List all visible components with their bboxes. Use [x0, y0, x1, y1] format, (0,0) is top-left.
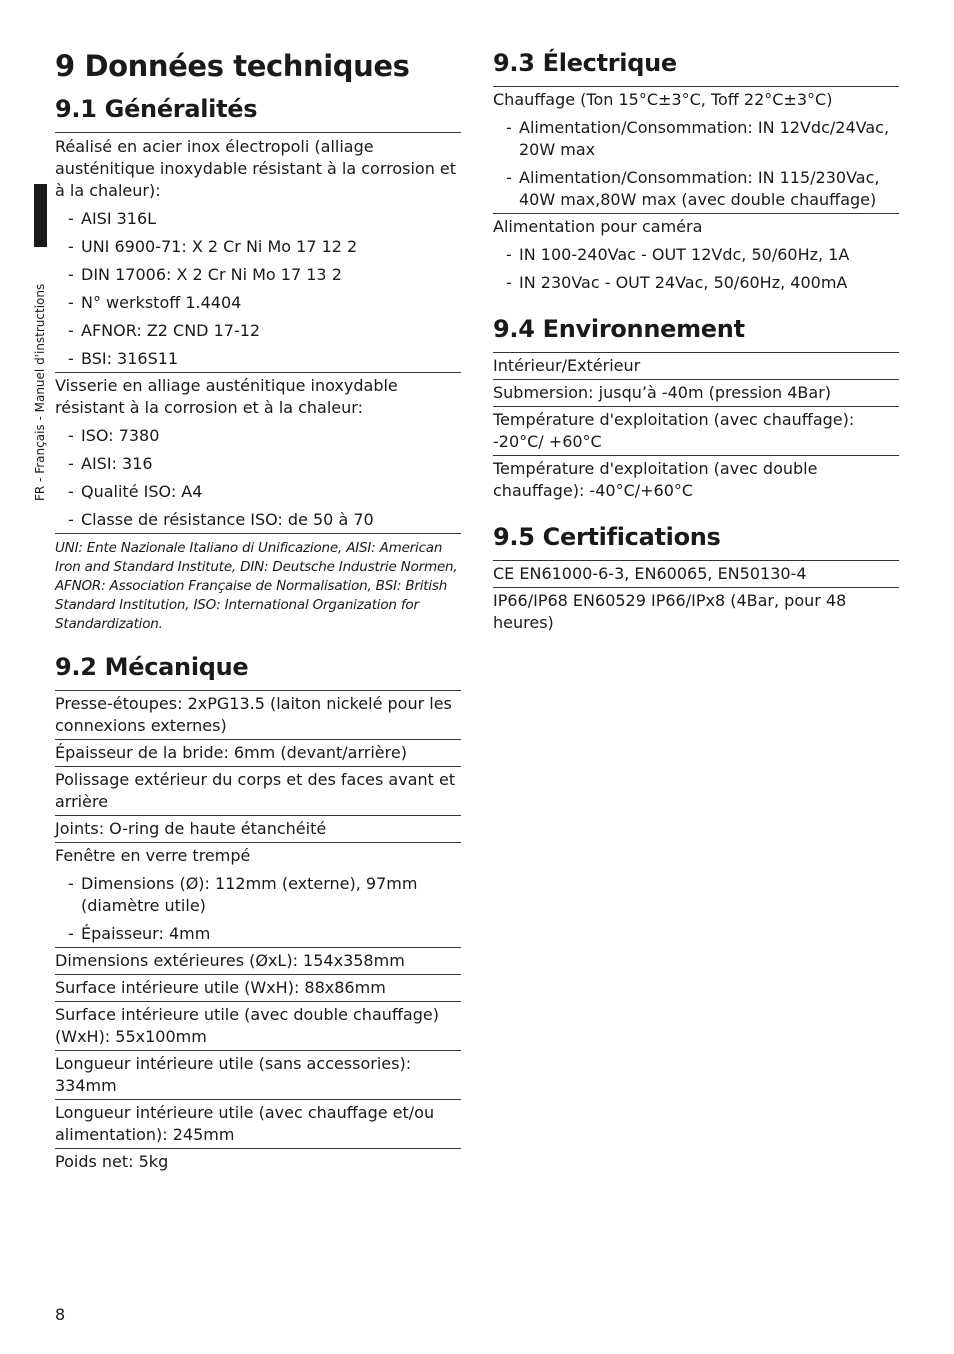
steel-list: [55, 208, 461, 370]
list-item: - IN 230Vac - OUT 24Vac, 50/60Hz, 400mA: [493, 272, 899, 294]
spec-row: Polissage extérieur du corps et des faces avant et arrière: [55, 766, 461, 815]
spec-row: Épaisseur de la bride: 6mm (devant/arrière): [55, 739, 461, 766]
list-item: - Classe de résistance ISO: de 50 à 70: [55, 509, 461, 531]
left-column: [55, 46, 461, 1175]
camera-power-intro: Alimentation pour caméra: [493, 217, 703, 236]
list-item: - Alimentation/Consommation: IN 115/230Vac, 40W max,80W max (avec double chauffage): [493, 167, 899, 211]
glass-list: [55, 873, 461, 945]
abbreviations-note: UNI: Ente Nazionale Italiano di Unificazione, AISI: American Iron and Standard Institute, DIN: Deutsche Industrie Normen, AFNOR: Association Française de Normalisation, BSI: British Standard Institution, ISO: International Organization for Standardization.: [55, 533, 461, 634]
spec-row: Longueur intérieure utile (avec chauffage et/ou alimentation): 245mm: [55, 1099, 461, 1148]
list-item: - Épaisseur: 4mm: [55, 923, 461, 945]
steel-group: [55, 132, 461, 372]
glass-group: [55, 842, 461, 947]
spec-row: Longueur intérieure utile (sans accessories): 334mm: [55, 1050, 461, 1099]
screws-intro: Visserie en alliage austénitique inoxydable résistant à la corrosion et à la chaleur:: [55, 376, 398, 417]
section-title-mecanique: 9.2 Mécanique: [55, 653, 249, 681]
sidebar-tab-marker: [34, 184, 47, 247]
heating-intro: Chauffage (Ton 15°C±3°C, Toff 22°C±3°C): [493, 90, 833, 109]
section-generalites: [55, 92, 461, 634]
right-column: [493, 46, 899, 636]
page-title: 9 Données techniques: [55, 49, 410, 83]
spec-row: Dimensions extérieures (ØxL): 154x358mm: [55, 947, 461, 974]
section-mecanique: [55, 650, 461, 1175]
camera-power-group: [493, 213, 899, 296]
list-item: - Qualité ISO: A4: [55, 481, 461, 503]
spec-row: Température d'exploitation (avec double chauffage): -40°C/+60°C: [493, 455, 899, 504]
list-item: - UNI 6900-71: X 2 Cr Ni Mo 17 12 2: [55, 236, 461, 258]
spec-row: Surface intérieure utile (WxH): 88x86mm: [55, 974, 461, 1001]
section-title-environnement: 9.4 Environnement: [493, 315, 745, 343]
list-item: - ISO: 7380: [55, 425, 461, 447]
spec-row: CE EN61000-6-3, EN60065, EN50130-4: [493, 560, 899, 587]
list-item: - AISI: 316: [55, 453, 461, 475]
list-item: - IN 100-240Vac - OUT 12Vdc, 50/60Hz, 1A: [493, 244, 899, 266]
section-electrique: [493, 46, 899, 296]
list-item: - AISI 316L: [55, 208, 461, 230]
sidebar-language-label: FR - Français - Manuel d'instructions: [33, 283, 47, 501]
list-item: - Alimentation/Consommation: IN 12Vdc/24Vac, 20W max: [493, 117, 899, 161]
screws-list: [55, 425, 461, 531]
section-title-electrique: 9.3 Électrique: [493, 49, 677, 77]
spec-row: Poids net: 5kg: [55, 1148, 461, 1175]
list-item: - Dimensions (Ø): 112mm (externe), 97mm (diamètre utile): [55, 873, 461, 917]
camera-power-list: [493, 244, 899, 294]
spec-row: Température d'exploitation (avec chauffage): -20°C/ +60°C: [493, 406, 899, 455]
heating-list: [493, 117, 899, 211]
steel-intro: Réalisé en acier inox électropoli (alliage austénitique inoxydable résistant à la corrosion et à la chaleur):: [55, 137, 457, 200]
section-certifications: [493, 520, 899, 636]
page-number: 8: [55, 1305, 66, 1324]
list-item: - BSI: 316S11: [55, 348, 461, 370]
section-title-certifications: 9.5 Certifications: [493, 523, 721, 551]
list-item: - DIN 17006: X 2 Cr Ni Mo 17 13 2: [55, 264, 461, 286]
list-item: - AFNOR: Z2 CND 17-12: [55, 320, 461, 342]
spec-row: Submersion: jusqu’à -40m (pression 4Bar): [493, 379, 899, 406]
spec-row: IP66/IP68 EN60529 IP66/IPx8 (4Bar, pour 48 heures): [493, 587, 899, 636]
glass-intro: Fenêtre en verre trempé: [55, 846, 251, 865]
section-title-generalites: 9.1 Généralités: [55, 95, 258, 123]
list-item: - N° werkstoff 1.4404: [55, 292, 461, 314]
spec-row: Surface intérieure utile (avec double chauffage) (WxH): 55x100mm: [55, 1001, 461, 1050]
spec-row: Presse-étoupes: 2xPG13.5 (laiton nickelé pour les connexions externes): [55, 690, 461, 739]
screws-group: [55, 372, 461, 533]
section-environnement: [493, 312, 899, 504]
spec-row: Joints: O-ring de haute étanchéité: [55, 815, 461, 842]
spec-row: Intérieur/Extérieur: [493, 352, 899, 379]
heating-group: [493, 86, 899, 213]
